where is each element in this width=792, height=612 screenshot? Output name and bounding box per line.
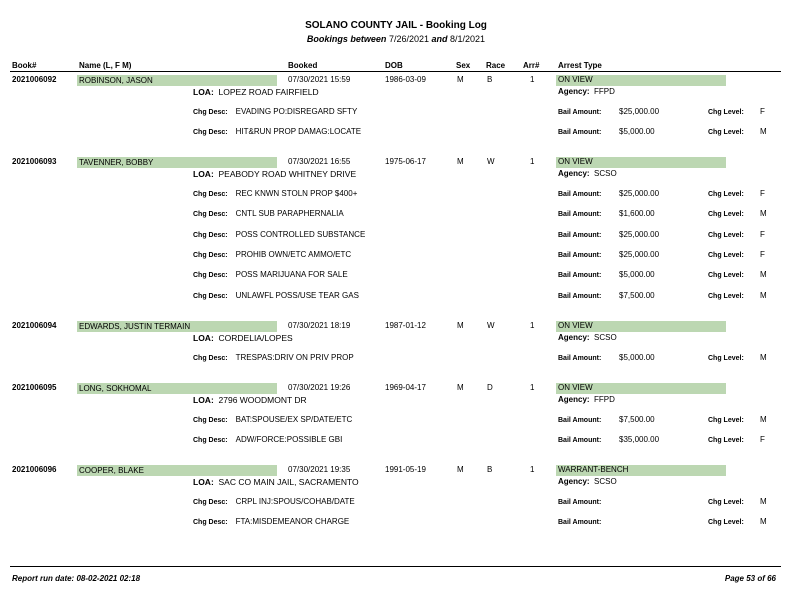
race: W	[487, 157, 495, 166]
column-header-sex: Sex	[456, 61, 471, 70]
chg-desc-label: Chg Desc:	[193, 129, 228, 136]
sex: M	[457, 157, 464, 166]
chg-level-label: Chg Level:	[708, 272, 744, 279]
inmate-name: ROBINSON, JASON	[79, 76, 153, 85]
bail-amount-label: Bail Amount:	[558, 211, 602, 218]
agency-value: SCSO	[594, 477, 617, 486]
race: D	[487, 383, 493, 392]
bail-amount-value: $7,500.00	[619, 291, 655, 300]
agency-row	[558, 333, 617, 342]
charge-row	[193, 127, 361, 136]
bail-amount-label-cell	[558, 353, 601, 362]
bail-amount-label-cell	[558, 435, 601, 444]
bail-amount-label-cell	[558, 209, 601, 218]
loa-label: LOA:	[193, 333, 214, 343]
charge-row	[193, 291, 359, 300]
loa-value: 2796 WOODMONT DR	[218, 395, 307, 405]
chg-desc-label: Chg Desc:	[193, 499, 228, 506]
chg-level-label: Chg Level:	[708, 499, 744, 506]
booking-record	[0, 157, 792, 300]
column-header-arrest-type: Arrest Type	[558, 61, 602, 70]
loa-value: CORDELIA/LOPES	[218, 333, 293, 343]
inmate-name: EDWARDS, JUSTIN TERMAIN	[79, 322, 191, 331]
sex: M	[457, 321, 464, 330]
bail-amount-label: Bail Amount:	[558, 355, 602, 362]
chg-level-label-cell	[708, 127, 744, 136]
booking-record	[0, 321, 792, 362]
chg-level-label: Chg Level:	[708, 191, 744, 198]
bail-amount-label: Bail Amount:	[558, 437, 602, 444]
bail-amount-label: Bail Amount:	[558, 232, 602, 239]
subtitle-and: and	[431, 34, 448, 44]
name-highlight	[77, 465, 277, 476]
arrest-type: ON VIEW	[558, 383, 593, 392]
loa-row	[193, 169, 356, 179]
chg-desc-value: POSS CONTROLLED SUBSTANCE	[235, 230, 366, 239]
column-header-book: Book#	[12, 61, 37, 70]
bail-amount-label-cell	[558, 270, 601, 279]
dob: 1987-01-12	[385, 321, 426, 330]
dob: 1975-06-17	[385, 157, 426, 166]
chg-level-value: M	[760, 497, 767, 506]
chg-level-value: F	[760, 107, 765, 116]
agency-value: FFPD	[594, 87, 615, 96]
arrest-type-highlight	[556, 75, 726, 86]
book-number: 2021006094	[12, 321, 57, 330]
chg-level-label: Chg Level:	[708, 355, 744, 362]
chg-desc-label: Chg Desc:	[193, 232, 228, 239]
chg-level-label-cell	[708, 189, 744, 198]
bail-amount-label-cell	[558, 230, 601, 239]
chg-desc-value: ADW/FORCE:POSSIBLE GBI	[235, 435, 343, 444]
chg-desc-value: BAT:SPOUSE/EX SP/DATE/ETC	[235, 415, 353, 424]
chg-level-label: Chg Level:	[708, 252, 744, 259]
arrest-number: 1	[530, 75, 535, 84]
sex: M	[457, 465, 464, 474]
charge-row	[193, 189, 357, 198]
chg-level-value: M	[760, 270, 767, 279]
sex: M	[457, 383, 464, 392]
bail-amount-value: $5,000.00	[619, 353, 655, 362]
sex: M	[457, 75, 464, 84]
loa-label: LOA:	[193, 87, 214, 97]
chg-level-label-cell	[708, 209, 744, 218]
report-subtitle	[0, 34, 792, 44]
chg-level-label-cell	[708, 230, 744, 239]
name-highlight	[77, 321, 277, 332]
bail-amount-label: Bail Amount:	[558, 129, 602, 136]
chg-desc-label: Chg Desc:	[193, 519, 228, 526]
race: B	[487, 75, 493, 84]
booking-record	[0, 75, 792, 136]
arrest-type: ON VIEW	[558, 321, 593, 330]
bail-amount-label: Bail Amount:	[558, 272, 602, 279]
date-from: 7/26/2021	[388, 34, 429, 44]
arrest-type-highlight	[556, 465, 726, 476]
chg-desc-value: FTA:MISDEMEANOR CHARGE	[235, 517, 350, 526]
charge-row	[193, 250, 351, 259]
chg-desc-label: Chg Desc:	[193, 437, 228, 444]
loa-row	[193, 395, 307, 405]
booked-datetime: 07/30/2021 19:26	[288, 383, 351, 392]
bail-amount-label-cell	[558, 497, 601, 506]
column-header-race: Race	[486, 61, 506, 70]
column-header-booked: Booked	[288, 61, 318, 70]
chg-desc-value: UNLAWFL POSS/USE TEAR GAS	[235, 291, 359, 300]
chg-desc-value: EVADING PO:DISREGARD SFTY	[235, 107, 358, 116]
chg-desc-label: Chg Desc:	[193, 191, 228, 198]
chg-level-label: Chg Level:	[708, 417, 744, 424]
arrest-type: ON VIEW	[558, 75, 593, 84]
loa-label: LOA:	[193, 395, 214, 405]
agency-row	[558, 87, 615, 96]
chg-level-label: Chg Level:	[708, 519, 744, 526]
name-highlight	[77, 157, 277, 168]
book-number: 2021006095	[12, 383, 57, 392]
footer-rule	[10, 566, 781, 567]
race: B	[487, 465, 493, 474]
bail-amount-label-cell	[558, 107, 601, 116]
dob: 1991-05-19	[385, 465, 426, 474]
chg-level-label: Chg Level:	[708, 293, 744, 300]
race: W	[487, 321, 495, 330]
charge-row	[193, 230, 365, 239]
charge-row	[193, 435, 342, 444]
chg-level-label-cell	[708, 107, 744, 116]
book-number: 2021006096	[12, 465, 57, 474]
bail-amount-value: $5,000.00	[619, 270, 655, 279]
dob: 1969-04-17	[385, 383, 426, 392]
loa-label: LOA:	[193, 169, 214, 179]
bail-amount-label: Bail Amount:	[558, 417, 602, 424]
dob: 1986-03-09	[385, 75, 426, 84]
bail-amount-label: Bail Amount:	[558, 519, 602, 526]
chg-level-label: Chg Level:	[708, 129, 744, 136]
bail-amount-value: $5,000.00	[619, 127, 655, 136]
bail-amount-label-cell	[558, 517, 601, 526]
inmate-name: LONG, SOKHOMAL	[79, 384, 152, 393]
bail-amount-label-cell	[558, 127, 601, 136]
report-title: SOLANO COUNTY JAIL - Booking Log	[305, 20, 487, 31]
bail-amount-label-cell	[558, 415, 601, 424]
arrest-type: WARRANT-BENCH	[558, 465, 629, 474]
chg-level-value: M	[760, 415, 767, 424]
book-number: 2021006093	[12, 157, 57, 166]
chg-level-value: M	[760, 517, 767, 526]
bail-amount-label: Bail Amount:	[558, 191, 602, 198]
loa-value: PEABODY ROAD WHITNEY DRIVE	[218, 169, 357, 179]
arrest-number: 1	[530, 465, 535, 474]
chg-level-label-cell	[708, 353, 744, 362]
chg-desc-label: Chg Desc:	[193, 355, 228, 362]
chg-level-label: Chg Level:	[708, 211, 744, 218]
chg-level-label-cell	[708, 435, 744, 444]
date-to: 8/1/2021	[450, 34, 486, 44]
book-number: 2021006092	[12, 75, 57, 84]
bail-amount-value: $25,000.00	[619, 107, 660, 116]
chg-level-label-cell	[708, 517, 744, 526]
chg-level-value: M	[760, 127, 767, 136]
chg-level-value: F	[760, 230, 765, 239]
chg-level-label-cell	[708, 415, 744, 424]
bail-amount-label: Bail Amount:	[558, 109, 602, 116]
chg-desc-label: Chg Desc:	[193, 272, 228, 279]
arrest-type: ON VIEW	[558, 157, 593, 166]
chg-desc-value: TRESPAS:DRIV ON PRIV PROP	[235, 353, 354, 362]
loa-row	[193, 477, 359, 487]
subtitle-prefix: Bookings between	[306, 34, 387, 44]
charge-row	[193, 270, 348, 279]
arrest-number: 1	[530, 321, 535, 330]
agency-label: Agency:	[558, 477, 590, 486]
bail-amount-value: $1,600.00	[619, 209, 655, 218]
charge-row	[193, 353, 354, 362]
bail-amount-label-cell	[558, 250, 601, 259]
chg-level-value: M	[760, 291, 767, 300]
chg-level-value: F	[760, 189, 765, 198]
loa-row	[193, 333, 293, 343]
charge-row	[193, 107, 357, 116]
charge-row	[193, 517, 349, 526]
agency-label: Agency:	[558, 87, 590, 96]
booked-datetime: 07/30/2021 16:55	[288, 157, 351, 166]
agency-label: Agency:	[558, 395, 590, 404]
arrest-number: 1	[530, 157, 535, 166]
page-number: Page 53 of 66	[724, 574, 776, 583]
chg-level-label: Chg Level:	[708, 109, 744, 116]
chg-desc-label: Chg Desc:	[193, 211, 228, 218]
chg-level-value: M	[760, 353, 767, 362]
name-highlight	[77, 75, 277, 86]
booked-datetime: 07/30/2021 19:35	[288, 465, 351, 474]
agency-value: SCSO	[594, 169, 617, 178]
agency-value: FFPD	[594, 395, 615, 404]
agency-row	[558, 477, 617, 486]
chg-desc-label: Chg Desc:	[193, 109, 228, 116]
chg-desc-value: POSS MARIJUANA FOR SALE	[235, 270, 348, 279]
column-header-dob: DOB	[385, 61, 403, 70]
arrest-number: 1	[530, 383, 535, 392]
chg-desc-value: PROHIB OWN/ETC AMMO/ETC	[235, 250, 352, 259]
bail-amount-value: $7,500.00	[619, 415, 655, 424]
agency-label: Agency:	[558, 169, 590, 178]
bail-amount-label: Bail Amount:	[558, 499, 602, 506]
arrest-type-highlight	[556, 321, 726, 332]
report-run-date: Report run date: 08-02-2021 02:18	[12, 574, 141, 583]
charge-row	[193, 209, 344, 218]
column-header-name: Name (L, F M)	[79, 61, 132, 70]
chg-desc-label: Chg Desc:	[193, 252, 228, 259]
column-header-arr: Arr#	[523, 61, 540, 70]
chg-desc-value: CRPL INJ:SPOUS/COHAB/DATE	[235, 497, 355, 506]
arrest-type-highlight	[556, 383, 726, 394]
bail-amount-value: $25,000.00	[619, 230, 660, 239]
chg-desc-label: Chg Desc:	[193, 417, 228, 424]
charge-row	[193, 415, 352, 424]
chg-level-label-cell	[708, 270, 744, 279]
chg-level-value: F	[760, 435, 765, 444]
agency-row	[558, 169, 617, 178]
chg-level-label-cell	[708, 291, 744, 300]
chg-level-label-cell	[708, 250, 744, 259]
chg-desc-value: REC KNWN STOLN PROP $400+	[235, 189, 358, 198]
header-rule	[10, 71, 781, 72]
bail-amount-value: $25,000.00	[619, 250, 660, 259]
charge-row	[193, 497, 355, 506]
inmate-name: TAVENNER, BOBBY	[79, 158, 154, 167]
loa-label: LOA:	[193, 477, 214, 487]
booked-datetime: 07/30/2021 15:59	[288, 75, 351, 84]
chg-level-value: M	[760, 209, 767, 218]
bail-amount-value: $35,000.00	[619, 435, 660, 444]
agency-label: Agency:	[558, 333, 590, 342]
bail-amount-label: Bail Amount:	[558, 252, 602, 259]
booked-datetime: 07/30/2021 18:19	[288, 321, 351, 330]
chg-desc-value: HIT&RUN PROP DAMAG:LOCATE	[235, 127, 362, 136]
arrest-type-highlight	[556, 157, 726, 168]
loa-row	[193, 87, 319, 97]
agency-value: SCSO	[594, 333, 617, 342]
bail-amount-label-cell	[558, 189, 601, 198]
agency-row	[558, 395, 615, 404]
chg-level-label: Chg Level:	[708, 232, 744, 239]
loa-value: SAC CO MAIN JAIL, SACRAMENTO	[218, 477, 359, 487]
bail-amount-value: $25,000.00	[619, 189, 660, 198]
chg-level-label: Chg Level:	[708, 437, 744, 444]
chg-level-label-cell	[708, 497, 744, 506]
chg-level-value: F	[760, 250, 765, 259]
chg-desc-value: CNTL SUB PARAPHERNALIA	[235, 209, 344, 218]
inmate-name: COOPER, BLAKE	[79, 466, 144, 475]
chg-desc-label: Chg Desc:	[193, 293, 228, 300]
booking-record	[0, 383, 792, 444]
name-highlight	[77, 383, 277, 394]
bail-amount-label-cell	[558, 291, 601, 300]
loa-value: LOPEZ ROAD FAIRFIELD	[218, 87, 319, 97]
bail-amount-label: Bail Amount:	[558, 293, 602, 300]
booking-record	[0, 465, 792, 526]
